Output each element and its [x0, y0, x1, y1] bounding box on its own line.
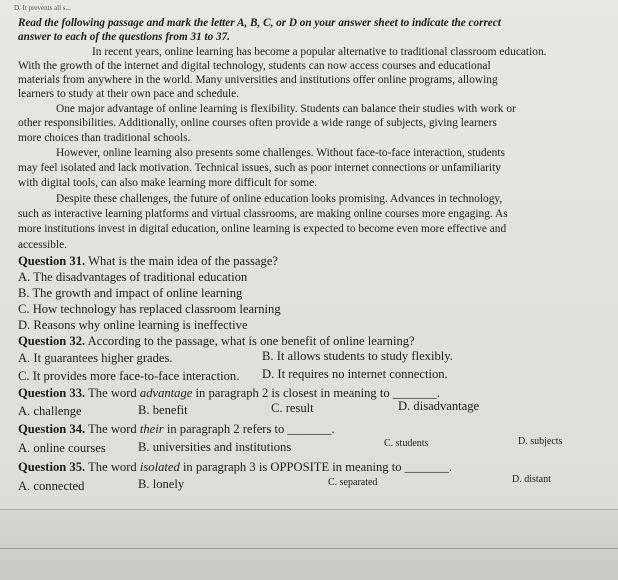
question-32-text: According to the passage, what is one benefit of online learning? — [87, 334, 415, 348]
q35-option-d[interactable]: D. distant — [512, 474, 551, 485]
passage-line: However, online learning also presents some challenges. Without face-to-face interaction, students — [56, 147, 505, 159]
question-35-word: isolated — [139, 460, 180, 474]
q33-option-a[interactable]: A. challenge — [18, 404, 82, 418]
q32-option-a[interactable]: A. It guarantees higher grades. — [18, 351, 173, 365]
passage-line: One major advantage of online learning is flexibility. Students can balance their studies with work or — [56, 103, 516, 115]
question-33-word: advantage — [139, 386, 193, 400]
q34-option-d[interactable]: D. subjects — [518, 436, 563, 447]
passage-line: With the growth of the internet and digital technology, students can now access courses and educational — [18, 60, 491, 72]
q32-option-d[interactable]: D. It requires no internet connection. — [262, 367, 448, 381]
q32-option-b[interactable]: B. It allows students to study flexibly. — [262, 349, 453, 363]
q31-option-d[interactable]: D. Reasons why online learning is ineffective — [18, 318, 248, 332]
passage-line: Despite these challenges, the future of online education looks promising. Advances in technology, — [56, 193, 503, 205]
question-34 — [18, 422, 335, 436]
q33-option-c[interactable]: C. result — [271, 401, 314, 415]
passage-line: accessible. — [18, 239, 68, 251]
question-33-text-post: in paragraph 2 is closest in meaning to _______. — [195, 386, 440, 400]
q34-option-a[interactable]: A. online courses — [18, 441, 106, 455]
passage-line: more choices than traditional schools. — [18, 132, 191, 144]
question-33 — [18, 386, 440, 400]
passage-line: may feel isolated and lack motivation. Technical issues, such as poor internet connections or unfamiliarity — [18, 162, 501, 174]
question-35-text-pre: The word — [88, 460, 137, 474]
question-32 — [18, 334, 415, 348]
q35-option-b[interactable]: B. lonely — [138, 477, 185, 491]
q31-option-b[interactable]: B. The growth and impact of online learning — [18, 286, 243, 300]
question-31 — [18, 254, 278, 268]
instructions-line-2: answer to each of the questions from 31 to 37. — [18, 31, 230, 43]
question-33-number: Question 33. — [18, 386, 86, 400]
instructions-line-1: Read the following passage and mark the letter A, B, C, or D on your answer sheet to indicate the correct — [18, 17, 501, 29]
passage-line: In recent years, online learning has become a popular alternative to traditional classroom education. — [92, 46, 547, 58]
question-34-text-pre: The word — [88, 422, 137, 436]
passage-line: such as interactive learning platforms and virtual classrooms, are making online courses more engaging. As — [18, 208, 508, 220]
passage-line: more institutions invest in digital education, online learning is expected to become even more effective and — [18, 223, 507, 235]
passage-line: learners to study at their own pace and schedule. — [18, 88, 240, 100]
question-34-word: their — [139, 422, 164, 436]
q35-option-a[interactable]: A. connected — [18, 479, 85, 493]
q31-option-a[interactable]: A. The disadvantages of traditional education — [18, 270, 248, 284]
question-31-text: What is the main idea of the passage? — [88, 254, 278, 268]
question-34-text-post: in paragraph 2 refers to _______. — [166, 422, 335, 436]
q31-option-c[interactable]: C. How technology has replaced classroom learning — [18, 302, 281, 316]
q33-option-b[interactable]: B. benefit — [138, 403, 188, 417]
page-bottom-margin — [0, 510, 618, 580]
passage-line: other responsibilities. Additionally, online courses often provide a wide range of subjects, giving learners — [18, 117, 497, 129]
q34-option-b[interactable]: B. universities and institutions — [138, 440, 292, 454]
question-35-number: Question 35. — [18, 460, 86, 474]
question-32-number: Question 32. — [18, 334, 86, 348]
q33-option-d[interactable]: D. disadvantage — [398, 399, 480, 413]
page-edge-line — [0, 548, 618, 549]
passage-line: materials from anywhere in the world. Many universities and institutions offer online programs, allowing — [18, 74, 498, 86]
question-35 — [18, 460, 452, 474]
question-31-number: Question 31. — [18, 254, 86, 268]
header-fragment: D. It prevents all s... — [14, 4, 71, 12]
question-35-text-post: in paragraph 3 is OPPOSITE in meaning to _______. — [182, 460, 452, 474]
question-34-number: Question 34. — [18, 422, 86, 436]
q35-option-c[interactable]: C. separated — [328, 477, 378, 488]
q34-option-c[interactable]: C. students — [384, 438, 429, 449]
question-33-text-pre: The word — [88, 386, 137, 400]
passage-line: with digital tools, can also make learning more difficult for some. — [18, 177, 318, 189]
q32-option-c[interactable]: C. It provides more face-to-face interaction. — [18, 369, 240, 383]
